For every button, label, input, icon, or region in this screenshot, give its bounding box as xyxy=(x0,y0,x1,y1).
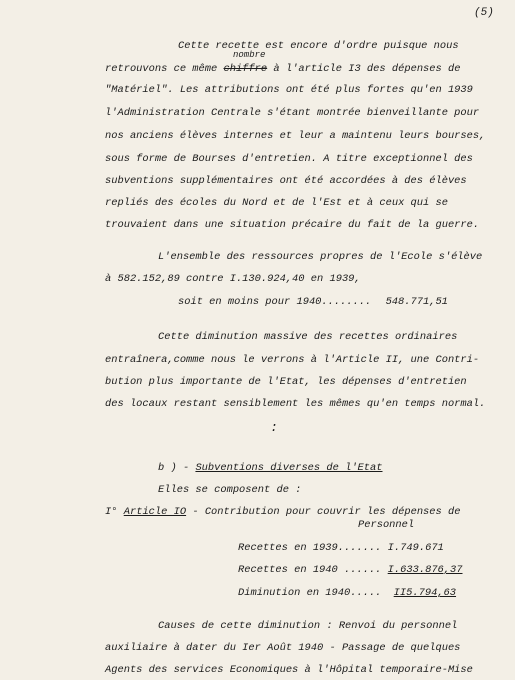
para1-line9: trouvaient dans une situation précaire du fait de la guerre. xyxy=(105,219,480,231)
para1-line2-b: à l'article I3 des dépenses de xyxy=(273,63,461,75)
para2-total-label: soit en moins pour 1940........ xyxy=(178,296,372,308)
article10-row-1939 xyxy=(238,542,444,554)
handwritten-insertion: nombre xyxy=(233,50,266,60)
article10-desc-line2: Personnel xyxy=(358,519,415,531)
row-label: Recettes en 1939....... xyxy=(238,542,382,554)
para2-line1: L'ensemble des ressources propres de l'Ecole s'élève xyxy=(158,251,483,263)
para1-line4: l'Administration Centrale s'étant montrée bienveillante pour xyxy=(105,107,480,119)
causes-line2: auxiliaire à dater du Ier Août 1940 - Passage de quelques xyxy=(105,642,461,654)
separator-colon: : xyxy=(270,420,278,435)
article10-row-1940 xyxy=(238,564,463,576)
causes-line3: Agents des services Economiques à l'Hôpital temporaire-Mise xyxy=(105,664,473,676)
row-label: Recettes en 1940 ...... xyxy=(238,564,382,576)
row-value: II5.794,63 xyxy=(393,587,457,599)
article10-row-diminution xyxy=(238,587,456,599)
para3-line3: bution plus importante de l'Etat, les dépenses d'entretien xyxy=(105,376,467,388)
para3-line1: Cette diminution massive des recettes ordinaires xyxy=(158,331,458,343)
section-b-title: Subventions diverses de l'Etat xyxy=(195,462,383,474)
causes-line1: Causes de cette diminution : Renvoi du personnel xyxy=(158,620,458,632)
para1-line2 xyxy=(105,63,460,75)
para1-line5: nos anciens élèves internes et leur a maintenu leurs bourses, xyxy=(105,130,486,142)
row-value: I.749.671 xyxy=(387,542,444,554)
article10-name: Article IO xyxy=(123,506,187,518)
para1-line8: repliés des écoles du Nord et de l'Est et à ceux qui se xyxy=(105,197,448,209)
article10-desc: - Contribution pour couvrir les dépenses de xyxy=(192,506,461,518)
para2-line3 xyxy=(178,296,448,308)
para1-line2-a: retrouvons ce même xyxy=(105,63,218,75)
section-b-prefix: b ) - xyxy=(158,462,190,474)
section-b-intro: Elles se composent de : xyxy=(158,484,302,496)
row-label: Diminution en 1940..... xyxy=(238,587,382,599)
page-number: (5) xyxy=(474,7,494,19)
section-b-heading xyxy=(158,462,383,474)
para3-line4: des locaux restant sensiblement les mêmes qu'en temps normal. xyxy=(105,398,486,410)
para2-line2: à 582.152,89 contre I.130.924,40 en 1939, xyxy=(105,273,361,285)
row-value: I.633.876,37 xyxy=(387,564,463,576)
para1-line1: Cette recette est encore d'ordre puisque nous xyxy=(178,40,459,52)
article10-number: I° xyxy=(105,506,118,518)
para2-total-value: 548.771,51 xyxy=(385,296,448,308)
para1-line6: sous forme de Bourses d'entretien. A titre exceptionnel des xyxy=(105,153,473,165)
struck-word: chiffre xyxy=(223,63,268,75)
article10-line1 xyxy=(105,506,460,518)
para1-line3: "Matériel". Les attributions ont été plus fortes qu'en 1939 xyxy=(105,84,473,96)
para3-line2: entraînera,comme nous le verrons à l'Article II, une Contri- xyxy=(105,354,480,366)
para1-line7: subventions supplémentaires ont été accordées à des élèves xyxy=(105,175,467,187)
